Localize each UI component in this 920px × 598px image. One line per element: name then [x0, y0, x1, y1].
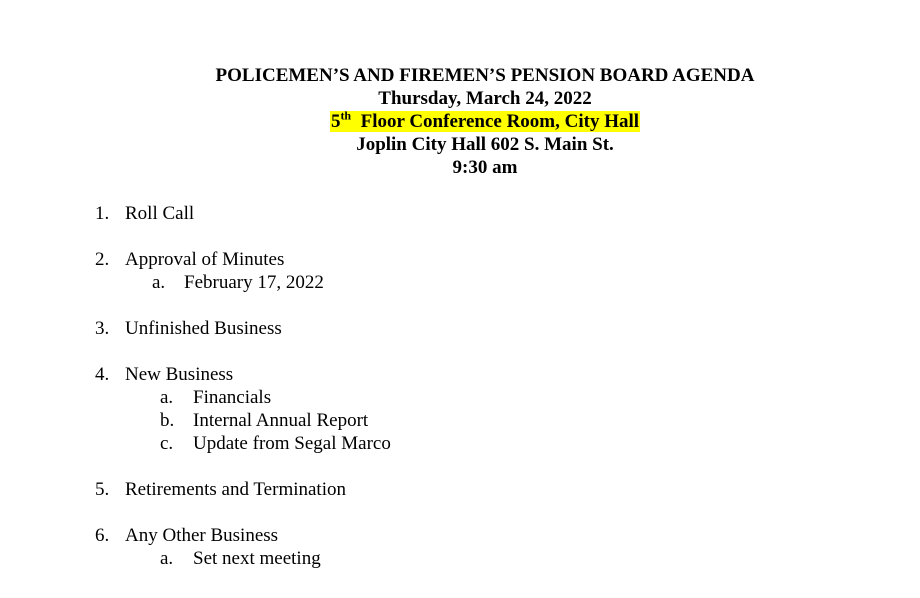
- agenda-item-number: 1.: [95, 203, 110, 224]
- agenda-item-number: 4.: [95, 364, 110, 385]
- agenda-subitem-letter: b.: [160, 410, 175, 431]
- agenda-subitem: [0, 547, 920, 570]
- agenda-item-retirements-and-termination: [0, 478, 920, 501]
- agenda-item-any-other-business: [0, 524, 920, 547]
- agenda-item-number: 6.: [95, 525, 110, 546]
- agenda-subitem: [0, 386, 920, 409]
- agenda-subitem-text: Set next meeting: [193, 548, 321, 569]
- meeting-date: Thursday, March 24, 2022: [378, 88, 592, 109]
- agenda-item-roll-call: [0, 202, 920, 225]
- agenda-subitem: [0, 432, 920, 455]
- agenda-item-label: New Business: [125, 364, 234, 385]
- agenda-item-number: 3.: [95, 318, 110, 339]
- agenda-item-number: 2.: [95, 249, 110, 270]
- room-number: 5: [330, 111, 341, 132]
- agenda-subitem-letter: a.: [160, 387, 174, 408]
- agenda-subitem-text: February 17, 2022: [184, 272, 324, 293]
- agenda-item-label: Approval of Minutes: [125, 249, 285, 270]
- room-highlight: [330, 108, 640, 132]
- agenda-subitem: [0, 409, 920, 432]
- agenda-item-approval-of-minutes: [0, 248, 920, 271]
- agenda-subitem: [0, 271, 920, 294]
- room-description: Floor Conference Room, City Hall: [360, 111, 640, 132]
- agenda-subitem-letter: c.: [160, 433, 174, 454]
- agenda-item-label: Unfinished Business: [125, 318, 282, 339]
- agenda-subitem-letter: a.: [152, 272, 166, 293]
- meeting-room: [0, 110, 920, 133]
- agenda-subitem-text: Financials: [193, 387, 272, 408]
- agenda-list: [0, 202, 920, 570]
- agenda-item-new-business: [0, 363, 920, 386]
- agenda-subitem-text: Internal Annual Report: [193, 410, 369, 431]
- agenda-subitem-text: Update from Segal Marco: [193, 433, 391, 454]
- agenda-header: [0, 64, 920, 179]
- agenda-item-label: Any Other Business: [125, 525, 279, 546]
- agenda-subitem-letter: a.: [160, 548, 174, 569]
- agenda-item-label: Retirements and Termination: [125, 479, 346, 500]
- room-ordinal: th: [340, 108, 352, 123]
- meeting-time: 9:30 am: [452, 157, 518, 178]
- agenda-item-unfinished-business: [0, 317, 920, 340]
- agenda-item-number: 5.: [95, 479, 110, 500]
- meeting-address: Joplin City Hall 602 S. Main St.: [356, 134, 614, 155]
- agenda-title: POLICEMEN’S AND FIREMEN’S PENSION BOARD AGENDA: [215, 65, 755, 86]
- agenda-item-label: Roll Call: [125, 203, 195, 224]
